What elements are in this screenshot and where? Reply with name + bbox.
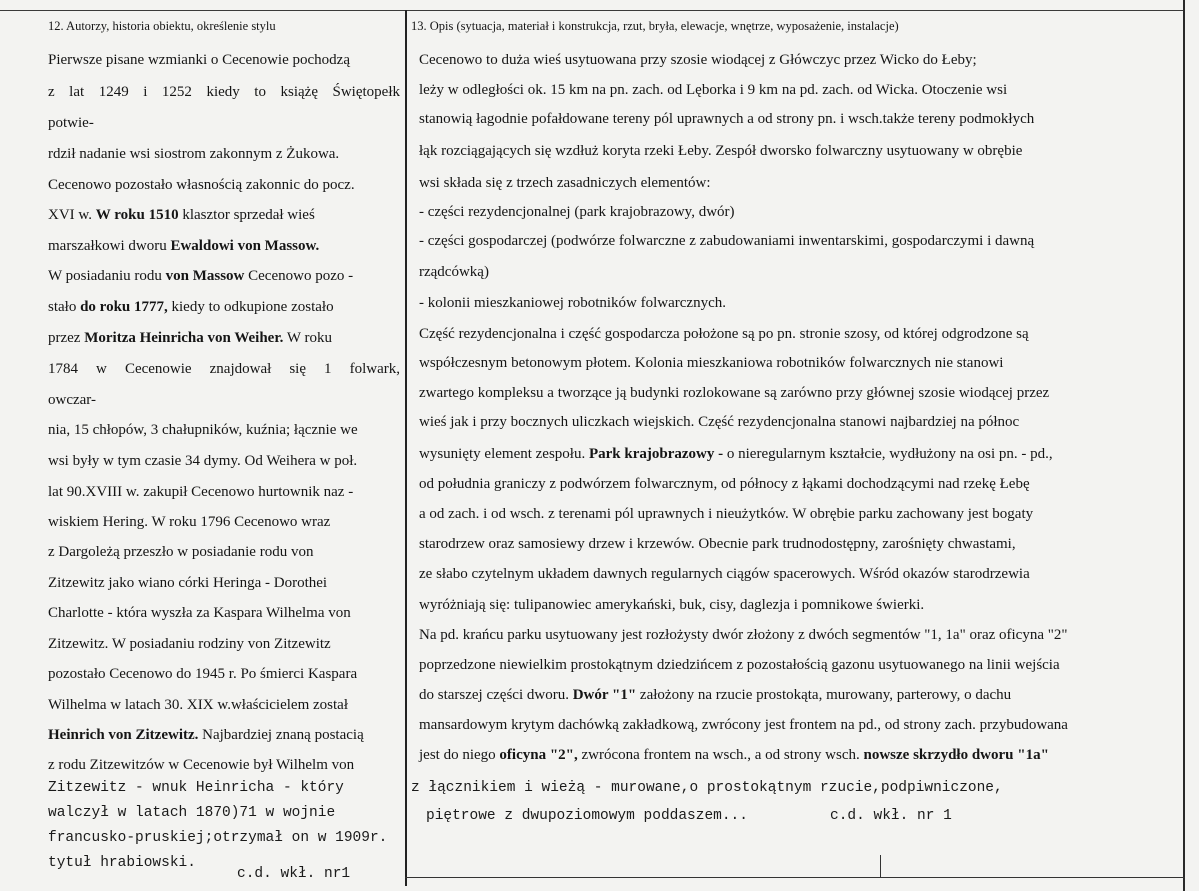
history-line: lat 90.XVIII w. zakupił Cecenowo hurtownik naz -	[48, 484, 354, 500]
description-line: a od zach. i od wsch. z terenami pól uprawnych i nieużytków. W obrębie parku zachowany jest bogaty	[419, 506, 1034, 522]
description-line: współczesnym betonowym płotem. Kolonia mieszkaniowa robotników folwarcznych nie stanowi	[419, 355, 1004, 371]
typed-line: Zitzewitz - wnuk Heinricha - który	[48, 780, 344, 796]
history-line: Wilhelma w latach 30. XIX w.właścicielem został	[48, 697, 348, 713]
history-line: marszałkowi dworu Ewaldowi von Massow.	[48, 238, 320, 254]
history-line: nia, 15 chłopów, 3 chałupników, kuźnia; łącznie we	[48, 422, 358, 438]
continuation-note: c.d. wkł. nr 1	[830, 808, 952, 824]
description-line: do starszej części dworu. Dwór "1" założony na rzucie prostokąta, murowany, parterowy, o dachu	[419, 687, 1012, 703]
history-line: Heinrich von Zitzewitz. Najbardziej znaną postacią	[48, 727, 364, 743]
description-line: wsi składa się z trzech zasadniczych elementów:	[419, 175, 711, 191]
description-line: mansardowym krytym dachówką zakładkową, zwrócony jest frontem na pd., od strony zach. przybudowana	[419, 717, 1068, 733]
description-line: - części gospodarczej (podwórze folwarczne z zabudowaniami inwentarskimi, gospodarczymi i dawną	[419, 233, 1035, 249]
history-line: stało do roku 1777, kiedy to odkupione zostało	[48, 299, 334, 315]
history-line: z lat 1249 i 1252 kiedy to książę Świętopełk	[48, 84, 400, 100]
typed-line: piętrowe z dwupoziomowym poddaszem...	[426, 808, 748, 824]
history-line: wsi były w tym czasie 34 dymy. Od Weihera w poł.	[48, 453, 358, 469]
history-line: W posiadaniu rodu von Massow Cecenowo pozo -	[48, 268, 354, 284]
history-line: potwie-	[48, 115, 94, 131]
description-line: Część rezydencjonalna i część gospodarcza położone są po pn. stronie szosy, od której odgrodzone są	[419, 326, 1029, 342]
description-line: starodrzew oraz samosiewy drzew i krzewów. Obecnie park trudnodostępny, zarośnięty chwastami,	[419, 536, 1016, 552]
history-line: wiskiem Hering. W roku 1796 Cecenowo wraz	[48, 514, 331, 530]
history-line: z rodu Zitzewitzów w Cecenowie był Wilhelm von	[48, 757, 355, 773]
bottom-rule	[405, 877, 1185, 878]
history-line: pozostało Cecenowo do 1945 r. Po śmierci Kaspara	[48, 666, 358, 682]
history-line: z Dargoleżą przeszło w posiadanie rodu von	[48, 544, 314, 560]
typed-line: z łącznikiem i wieżą - murowane,o prostokątnym rzucie,podpiwniczone,	[411, 780, 1003, 796]
continuation-note: c.d. wkł. nr1	[237, 866, 351, 882]
history-line: rdził nadanie wsi siostrom zakonnym z Żukowa.	[48, 146, 340, 162]
typed-line: francusko-pruskiej;otrzymał on w 1909r.	[48, 830, 388, 846]
description-line: Cecenowo to duża wieś usytuowana przy szosie wiodącej z Główczyc przez Wicko do Łeby;	[419, 52, 977, 68]
description-line: Na pd. krańcu parku usytuowany jest rozłożysty dwór złożony z dwóch segmentów "1, 1a" oraz oficyna "2"	[419, 627, 1068, 643]
description-line: zwartego kompleksu a tworzące ją budynki rozlokowane są zarówno przy głównej szosie wiodącej przez	[419, 385, 1050, 401]
description-line: poprzedzone niewielkim prostokątnym dziedzińcem z pozostałością gazonu usytuowanego na linii wejścia	[419, 657, 1060, 673]
history-line: 1784 w Cecenowie znajdował się 1 folwark,	[48, 361, 400, 377]
description-line: jest do niego oficyna "2", zwrócona frontem na wsch., a od strony wsch. nowsze skrzydło dworu "1a"	[419, 747, 1049, 763]
history-line: przez Moritza Heinricha von Weiher. W roku	[48, 330, 332, 346]
description-line: wieś jak i przy bocznych uliczkach wiejskich. Część rezydencjonalna stanowi najbardziej na północ	[419, 414, 1020, 430]
description-line: - części rezydencjonalnej (park krajobrazowy, dwór)	[419, 204, 735, 220]
description-line: - kolonii mieszkaniowej robotników folwarcznych.	[419, 295, 727, 311]
column-divider	[405, 10, 407, 886]
history-line: owczar-	[48, 392, 96, 408]
typed-line: walczył w latach 1870)71 w wojnie	[48, 805, 336, 821]
history-line: Pierwsze pisane wzmianki o Cecenowie pochodzą	[48, 52, 350, 68]
history-line: Cecenowo pozostało własnością zakonnic do pocz.	[48, 177, 355, 193]
description-line: stanowią łagodnie pofałdowane tereny pól uprawnych a od strony pn. i wsch.także tereny podmokłych	[419, 111, 1035, 127]
history-line: Charlotte - która wyszła za Kaspara Wilhelma von	[48, 605, 351, 621]
description-line: wyróżniają się: tulipanowiec amerykański, buk, cisy, daglezja i pomnikowe świerki.	[419, 597, 925, 613]
description-line: leży w odległości ok. 15 km na pn. zach. od Lęborka i 9 km na pd. zach. od Wicka. Otoczenie wsi	[419, 82, 1008, 98]
description-line: rządcówką)	[419, 264, 489, 280]
description-line: ze słabo czytelnym układem dawnych regularnych ciągów spacerowych. Wśród okazów starodrzewia	[419, 566, 1030, 582]
description-line: łąk rozciągających się wzdłuż koryta rzeki Łeby. Zespół dworsko folwarczny usytuowany w obrębie	[419, 143, 1023, 159]
bottom-tick	[880, 855, 881, 877]
history-line: Zitzewitz jako wiano córki Heringa - Dorothei	[48, 575, 328, 591]
typed-line: tytuł hrabiowski.	[48, 855, 196, 871]
history-line: XVI w. W roku 1510 klasztor sprzedał wieś	[48, 207, 315, 223]
top-border	[0, 10, 1184, 11]
left-section-header: 12. Autorzy, historia obiektu, określenie stylu	[48, 19, 276, 33]
description-line: od południa graniczy z podwórzem folwarcznym, od północy z łąkami dochodzącymi nad rzekę Łebę	[419, 476, 1030, 492]
history-line: Zitzewitz. W posiadaniu rodziny von Zitzewitz	[48, 636, 331, 652]
description-line: wysunięty element zespołu. Park krajobrazowy - o nieregularnym kształcie, wydłużony na osi pn. - pd.,	[419, 446, 1053, 462]
right-border	[1183, 0, 1185, 891]
right-section-header: 13. Opis (sytuacja, materiał i konstrukcja, rzut, bryła, elewacje, wnętrze, wyposażenie, instalacje)	[411, 19, 899, 33]
